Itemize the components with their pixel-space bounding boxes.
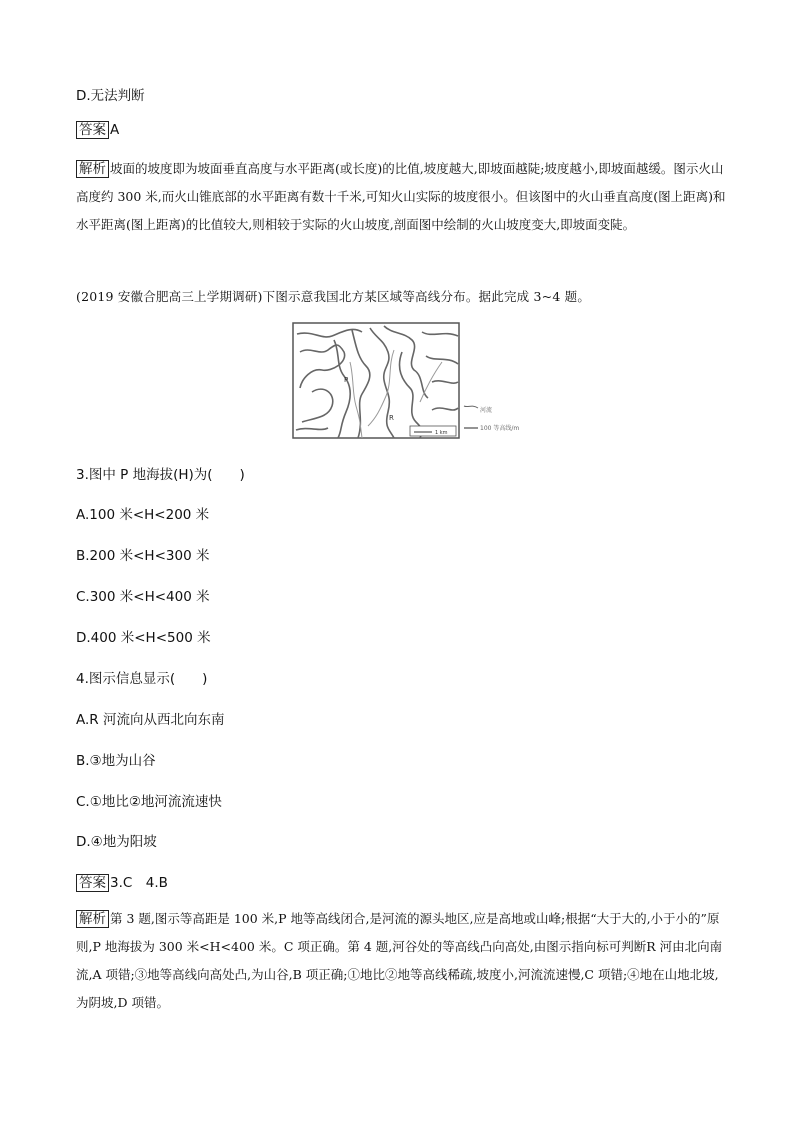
answer-text: A: [110, 122, 120, 138]
answer-text: 3.C 4.B: [110, 875, 168, 891]
q3-option-a: A.100 米<H<200 米: [76, 507, 210, 523]
analysis-text: 坡面的坡度即为坡面垂直高度与水平距离(或长度)的比值,坡度越大,即坡面越陡;坡度越小,即坡面越缓。图示火山高度约 300 米,而火山锥底部的水平距离有数十千米,可知火山实际的坡度很小。但该图中的火山垂直高度(图上距离)和水平距离(图上距离)的比值较大,则相较于实际的火山坡度,剖面图中绘制的火山坡度变大,即坡面变陡。: [76, 161, 726, 232]
q2-option-d: D.无法判断: [76, 88, 145, 104]
analysis-tag: 解析: [76, 160, 109, 178]
q4-option-d: D.④地为阳坡: [76, 834, 157, 850]
map-label-r: R: [389, 414, 394, 422]
q4-option-c: C.①地比②地河流流速快: [76, 794, 222, 810]
answer-1: [76, 121, 119, 139]
answer-tag: 答案: [76, 121, 109, 139]
map-label-p: P: [344, 376, 349, 384]
q3-option-d: D.400 米<H<500 米: [76, 630, 211, 646]
q4-stem: 4.图示信息显示( ): [76, 671, 208, 687]
legend-river: 河流: [480, 407, 493, 414]
q3-option-b: B.200 米<H<300 米: [76, 548, 210, 564]
q4-option-b: B.③地为山谷: [76, 753, 156, 769]
analysis-1: [76, 155, 726, 239]
analysis-2: [76, 905, 726, 1017]
map-scale: 1 km: [435, 430, 448, 436]
analysis-text: 第 3 题,图示等高距是 100 米,P 地等高线闭合,是河流的源头地区,应是高地或山峰;根据“大于大的,小于小的”原则,P 地海拔为 300 米<H<400 米。C 项正确。第 4 题,河谷处的等高线凸向高处,由图示指向标可判断R 河由北向南流,A 项错;③地等高线向高处凸,为山谷,B 项正确;①地比②地等高线稀疏,坡度小,河流流速慢,C 项错;④地在山地北坡,为阴坡,D 项错。: [76, 911, 723, 1010]
answer-tag: 答案: [76, 874, 109, 892]
answer-2: [76, 871, 168, 892]
legend-river-symbol: [464, 406, 478, 408]
question-intro: (2019 安徽合肥高三上学期调研)下图示意我国北方某区域等高线分布。据此完成 3~4 题。: [76, 289, 591, 304]
analysis-tag: 解析: [76, 910, 109, 928]
contour-map: [292, 322, 542, 442]
legend-contour: 100 等高线/m: [480, 425, 520, 432]
q3-option-c: C.300 米<H<400 米: [76, 589, 210, 605]
q3-stem: 3.图中 P 地海拔(H)为( ): [76, 467, 245, 483]
q4-option-a: A.R 河流向从西北向东南: [76, 712, 225, 728]
map-frame: [293, 323, 459, 438]
scale-box: [410, 426, 456, 436]
